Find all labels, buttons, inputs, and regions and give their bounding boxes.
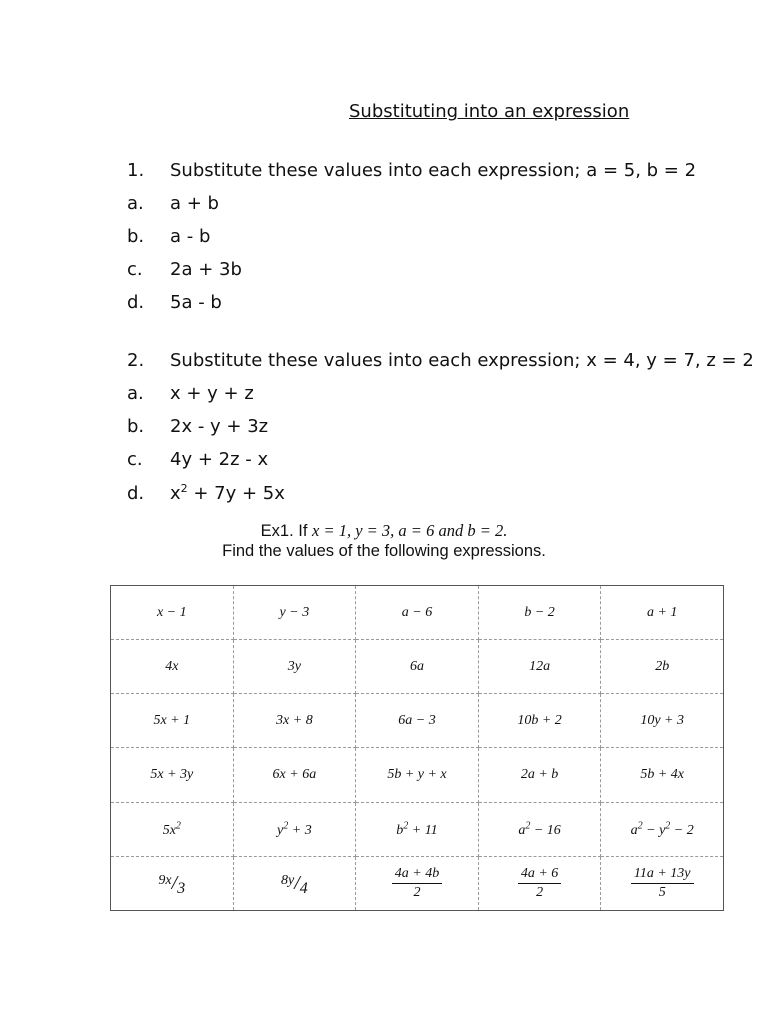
page-title: Substituting into an expression: [349, 101, 630, 122]
table-cell: [111, 856, 234, 910]
part-label: a.: [127, 193, 144, 214]
table-cell: 3y: [233, 640, 356, 694]
question-2-part-d: [127, 482, 285, 506]
table-cell: 6x + 6a: [233, 748, 356, 802]
question-2-prompt: [127, 350, 754, 374]
part-expression: 5a - b: [170, 292, 222, 313]
slash-fraction: 8y/4: [281, 871, 308, 897]
table-row: [111, 694, 724, 748]
table-cell: 2a + b: [478, 748, 601, 802]
table-cell: x − 1: [111, 586, 234, 640]
part-expression: a - b: [170, 226, 211, 247]
table-cell: a − 6: [356, 586, 479, 640]
table-row: [111, 586, 724, 640]
table-cell: 5b + 4x: [601, 748, 724, 802]
table-cell: 10b + 2: [478, 694, 601, 748]
table-cell: $a^2 - y^2 - 2$: [601, 802, 724, 856]
part-label: d.: [127, 292, 145, 313]
part-expression: $x^2 + 7y + 5x$: [170, 482, 285, 504]
table-cell: b − 2: [478, 586, 601, 640]
table-cell: $y^2 + 3$: [233, 802, 356, 856]
part-expression: 4y + 2z - x: [170, 449, 269, 470]
part-label: b.: [127, 226, 145, 247]
question-number: 1.: [127, 160, 145, 181]
stacked-fraction: $\frac{4a + 6}{2}$: [518, 866, 561, 901]
table-cell: 12a: [478, 640, 601, 694]
table-cell: 6a − 3: [356, 694, 479, 748]
table-cell: [478, 856, 601, 910]
table-cell: 5b + y + x: [356, 748, 479, 802]
part-expression: 2a + 3b: [170, 259, 242, 280]
question-2-part-b: [127, 416, 268, 440]
table-row: [111, 802, 724, 856]
table-row: [111, 856, 724, 910]
question-1-part-a: [127, 193, 219, 217]
table-cell: $a^2 - 16$: [478, 802, 601, 856]
table-cell: 2b: [601, 640, 724, 694]
part-label: c.: [127, 259, 143, 280]
part-label: b.: [127, 416, 145, 437]
part-expression: x + y + z: [170, 383, 254, 404]
question-2-part-a: [127, 383, 254, 407]
expressions-table: [110, 585, 724, 911]
table-cell: 6a: [356, 640, 479, 694]
question-1-part-d: [127, 292, 222, 316]
table-cell: a + 1: [601, 586, 724, 640]
table-cell: 3x + 8: [233, 694, 356, 748]
part-label: c.: [127, 449, 143, 470]
part-expression: 2x - y + 3z: [170, 416, 269, 437]
table-row: [111, 748, 724, 802]
table-cell: 5x + 3y: [111, 748, 234, 802]
question-text: Substitute these values into each expression; x = 4, y = 7, z = 2: [170, 350, 754, 371]
table-cell: y − 3: [233, 586, 356, 640]
stacked-fraction: $\frac{11a + 13y}{5}$: [631, 866, 694, 901]
question-2-part-c: [127, 449, 268, 473]
table-cell: $b^2 + 11$: [356, 802, 479, 856]
table-cell: 5x + 1: [111, 694, 234, 748]
question-1-part-c: [127, 259, 242, 283]
slash-fraction: 9x/3: [158, 871, 186, 897]
exercise-heading: Ex1. If x = 1, y = 3, a = 6 and b = 2.: [260, 521, 508, 540]
table-row: [111, 640, 724, 694]
exercise-given-values: x = 1, y = 3, a = 6 and b = 2.: [312, 521, 508, 540]
table-cell: [601, 856, 724, 910]
question-text: Substitute these values into each expression; a = 5, b = 2: [170, 160, 697, 181]
question-1-part-b: [127, 226, 210, 250]
table-cell: [233, 856, 356, 910]
table-cell: 10y + 3: [601, 694, 724, 748]
question-number: 2.: [127, 350, 145, 371]
part-label: a.: [127, 383, 144, 404]
table-cell: [356, 856, 479, 910]
table-cell: 4x: [111, 640, 234, 694]
exercise-instructions: Find the values of the following expressions.: [222, 542, 546, 560]
stacked-fraction: $\frac{4a + 4b}{2}$: [392, 866, 442, 901]
part-expression: a + b: [170, 193, 219, 214]
question-1-prompt: [127, 160, 696, 184]
table-cell: $5x^2$: [111, 802, 234, 856]
part-label: d.: [127, 483, 145, 504]
